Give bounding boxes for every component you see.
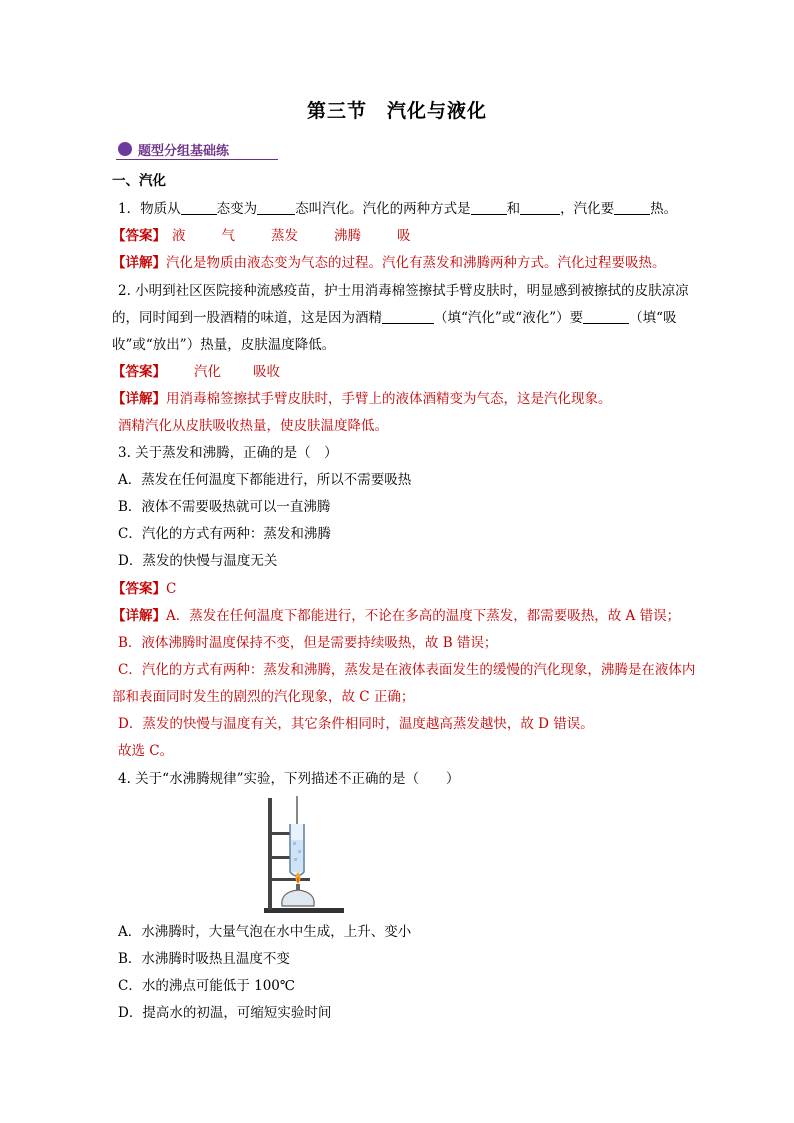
q3-detail-b: B．液体沸腾时温度保持不变，但是需要持续吸热，故 B 错误； — [118, 635, 498, 651]
boiling-apparatus-icon — [258, 794, 368, 916]
blank — [471, 201, 507, 215]
section-label: 题型分组基础练 — [138, 144, 230, 159]
q4-option-d: D．提高水的初温，可缩短实验时间 — [118, 1005, 332, 1021]
q1-text: 和 — [506, 201, 521, 217]
boiling-apparatus-figure — [258, 794, 368, 916]
q2-answer — [112, 363, 280, 381]
answer-tag: 【答案】 — [112, 228, 166, 244]
answer-value: C — [166, 581, 177, 597]
q1-text: ，汽化要 — [560, 201, 615, 217]
blank — [257, 201, 295, 215]
detail-tag: 【详解】 — [112, 608, 166, 624]
q1-text: 态叫汽化。汽化的两种方式是 — [295, 201, 471, 217]
answer-tag: 【答案】 — [112, 581, 166, 597]
answer-value: 气 — [221, 228, 235, 244]
q3-detail — [112, 607, 680, 625]
q3-option-a: A．蒸发在任何温度下都能进行，所以不需要吸热 — [118, 472, 412, 488]
q2-text: （填“吸 — [629, 310, 677, 326]
detail-tag: 【详解】 — [112, 391, 166, 407]
detail-text: 用消毒棉签擦拭手臂皮肤时，手臂上的液体酒精变为气态，这是汽化现象。 — [166, 391, 612, 407]
answer-value: 吸 — [397, 228, 411, 244]
answer-value: 吸收 — [253, 364, 280, 380]
q3-detail-c: C．汽化的方式有两种：蒸发和沸腾，蒸发是在液体表面发生的缓慢的汽化现象，沸腾是在液体内 — [118, 662, 696, 678]
q3-option-c: C．汽化的方式有两种：蒸发和沸腾 — [118, 526, 331, 542]
answer-value: 液 — [172, 228, 186, 244]
question-3: 3. 关于蒸发和沸腾，正确的是（ ） — [118, 445, 338, 461]
question-4: 4. 关于“水沸腾规律”实验，下列描述不正确的是（ ） — [118, 771, 460, 787]
detail-tag: 【详解】 — [112, 255, 166, 271]
q2-text: 的，同时闻到一股酒精的味道，这是因为酒精 — [112, 310, 382, 326]
answer-value: 蒸发 — [271, 228, 298, 244]
q4-option-c: C．水的沸点可能低于 100℃ — [118, 978, 295, 994]
blank — [382, 310, 434, 324]
answer-value: 沸腾 — [334, 228, 361, 244]
q3-option-b: B．液体不需要吸热就可以一直沸腾 — [118, 499, 331, 515]
q4-option-a: A．水沸腾时，大量气泡在水中生成，上升、变小 — [118, 924, 412, 940]
detail-text: 汽化是物质由液态变为气态的过程。汽化有蒸发和沸腾两种方式。汽化过程要吸热。 — [166, 255, 666, 271]
blank — [181, 201, 217, 215]
question-2-line2 — [112, 309, 677, 327]
question-2-line3: 收”或“放出”）热量，皮肤温度降低。 — [112, 337, 336, 353]
answer-tag: 【答案】 — [112, 364, 166, 380]
q1-text: 热。 — [650, 201, 678, 217]
q1-text: 态变为 — [216, 201, 258, 217]
question-1 — [118, 200, 677, 218]
q3-detail-c-cont: 部和表面同时发生的剧烈的汽化现象，故 C 正确； — [112, 689, 415, 705]
bullet-dot-icon — [118, 142, 132, 156]
answer-value: 汽化 — [194, 364, 221, 380]
page-title: 第三节 汽化与液化 — [306, 100, 487, 122]
blank — [614, 201, 650, 215]
blank — [520, 201, 560, 215]
q3-answer — [112, 580, 176, 598]
question-2: 2. 小明到社区医院接种流感疫苗，护士用消毒棉签擦拭手臂皮肤时，明显感到被擦拭的皮肤凉凉 — [118, 283, 689, 299]
q3-option-d: D．蒸发的快慢与温度无关 — [118, 553, 278, 569]
q2-detail — [112, 390, 612, 408]
q2-text: （填“汽化”或“液化”）要 — [434, 310, 584, 326]
q4-option-b: B．水沸腾时吸热且温度不变 — [118, 951, 290, 967]
q1-text: 1．物质从 — [118, 201, 181, 217]
q2-detail-cont: 酒精汽化从皮肤吸收热量，使皮肤温度降低。 — [118, 418, 388, 434]
blank — [583, 310, 629, 324]
detail-text: A．蒸发在任何温度下都能进行，不论在多高的温度下蒸发，都需要吸热，故 A 错误； — [166, 608, 681, 624]
q1-answer — [112, 227, 411, 245]
section-badge — [116, 139, 278, 160]
q3-detail-d: D．蒸发的快慢与温度有关，其它条件相同时，温度越高蒸发越快，故 D 错误。 — [118, 716, 594, 732]
q1-detail — [112, 254, 666, 272]
heading-vaporization: 一、汽化 — [112, 173, 166, 189]
q3-conclusion: 故选 C。 — [118, 743, 174, 759]
